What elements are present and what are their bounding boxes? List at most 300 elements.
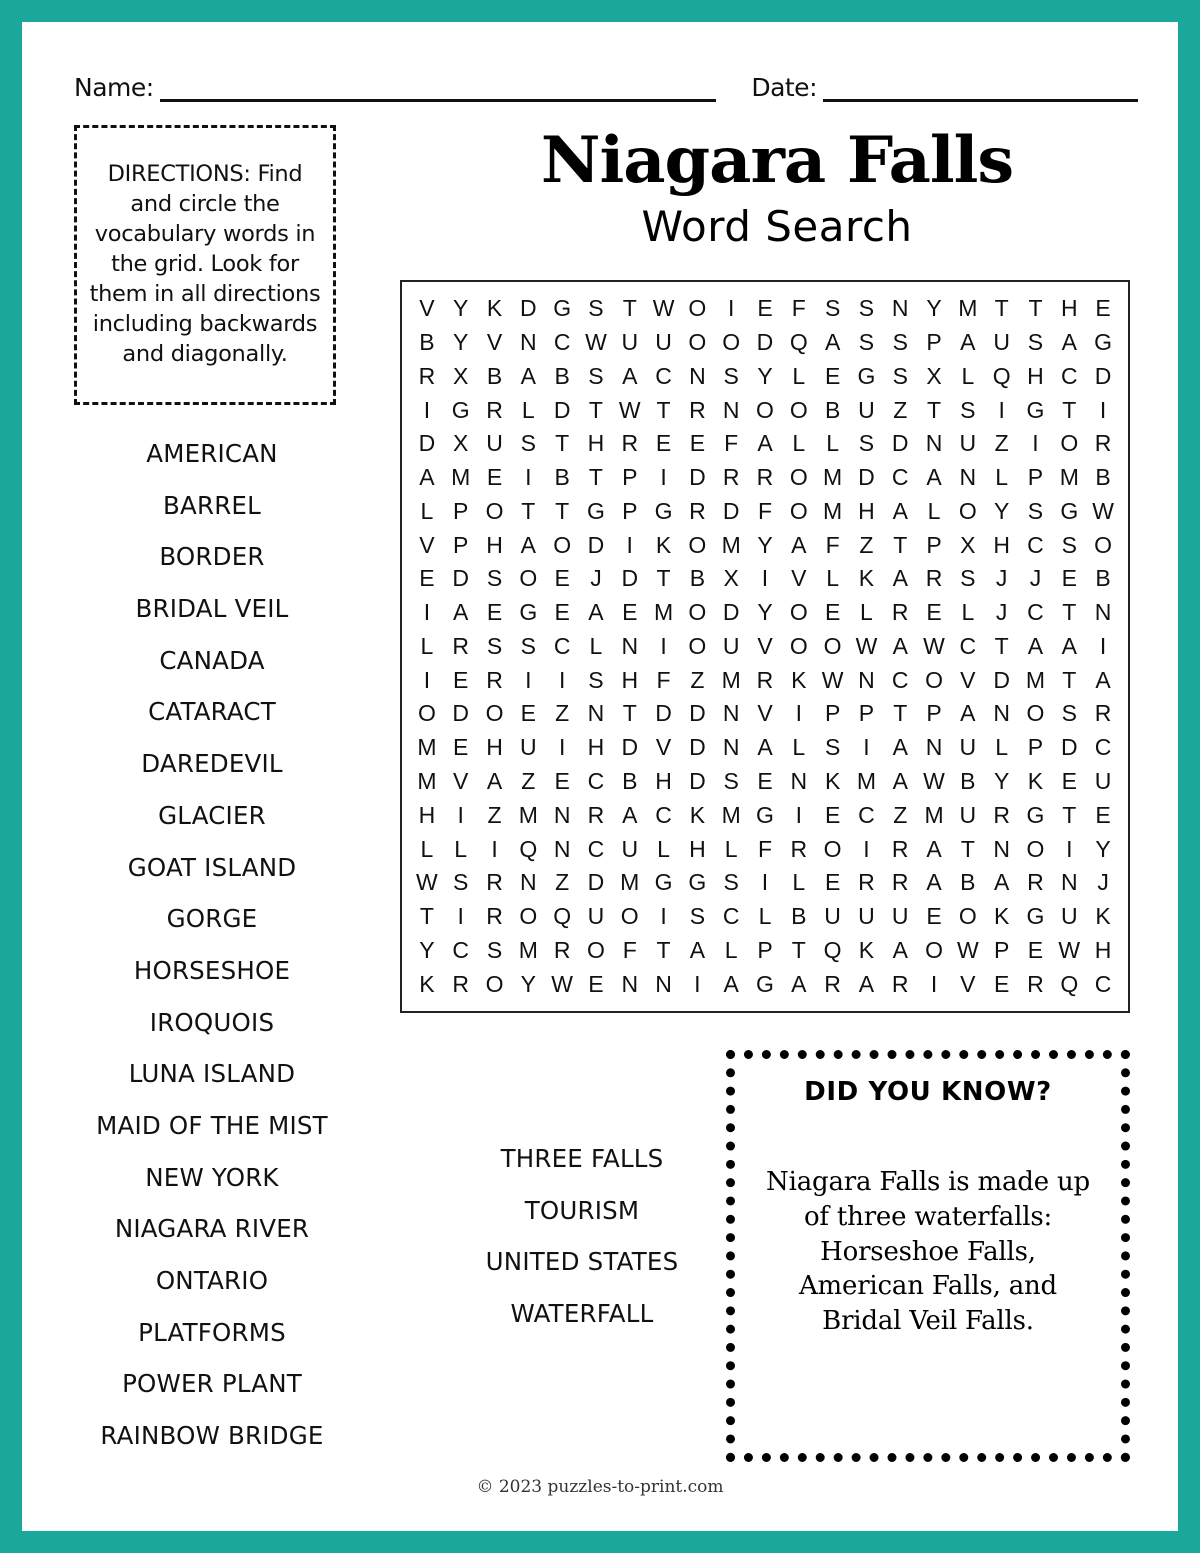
grid-cell[interactable]: H bbox=[689, 835, 706, 862]
grid-cell[interactable]: F bbox=[825, 531, 840, 558]
grid-cell[interactable]: X bbox=[960, 531, 976, 558]
grid-cell[interactable]: A bbox=[824, 329, 841, 356]
grid-cell[interactable]: L bbox=[454, 835, 468, 862]
grid-cell[interactable]: X bbox=[453, 430, 469, 457]
grid-cell[interactable]: A bbox=[757, 734, 773, 761]
grid-cell[interactable]: N bbox=[722, 700, 740, 727]
grid-cell[interactable]: A bbox=[892, 632, 908, 659]
grid-cell[interactable]: P bbox=[926, 329, 942, 356]
grid-cell[interactable]: G bbox=[1026, 903, 1045, 930]
grid-cell[interactable]: V bbox=[757, 632, 773, 659]
grid-cell[interactable]: V bbox=[419, 531, 435, 558]
grid-cell[interactable]: E bbox=[453, 666, 469, 693]
grid-cell[interactable]: P bbox=[926, 531, 942, 558]
grid-cell[interactable]: A bbox=[453, 599, 469, 626]
grid-cell[interactable]: F bbox=[622, 936, 637, 963]
grid-cell[interactable]: E bbox=[520, 700, 536, 727]
grid-cell[interactable]: U bbox=[959, 734, 977, 761]
grid-cell[interactable]: P bbox=[926, 700, 942, 727]
grid-cell[interactable]: T bbox=[994, 632, 1009, 659]
grid-cell[interactable]: L bbox=[792, 362, 806, 389]
grid-cell[interactable]: A bbox=[926, 835, 942, 862]
name-write-line[interactable] bbox=[160, 99, 716, 102]
grid-cell[interactable]: R bbox=[486, 396, 503, 423]
word-list-item[interactable]: NEW YORK bbox=[145, 1162, 279, 1192]
grid-cell[interactable]: M bbox=[721, 531, 741, 558]
grid-cell[interactable]: Y bbox=[757, 531, 773, 558]
grid-cell[interactable]: I bbox=[1099, 632, 1107, 659]
grid-cell[interactable]: O bbox=[789, 497, 808, 524]
grid-cell[interactable]: R bbox=[486, 903, 503, 930]
grid-cell[interactable]: D bbox=[891, 430, 909, 457]
grid-cell[interactable]: H bbox=[655, 768, 672, 795]
grid-cell[interactable]: O bbox=[789, 632, 808, 659]
grid-cell[interactable]: N bbox=[722, 734, 740, 761]
grid-cell[interactable]: B bbox=[689, 565, 706, 592]
grid-cell[interactable]: H bbox=[621, 666, 639, 693]
grid-cell[interactable]: L bbox=[724, 936, 738, 963]
word-list-item[interactable]: ONTARIO bbox=[155, 1266, 269, 1295]
grid-cell[interactable]: I bbox=[727, 295, 735, 322]
grid-cell[interactable]: I bbox=[558, 666, 566, 693]
grid-cell[interactable]: R bbox=[756, 464, 774, 491]
grid-cell[interactable]: L bbox=[420, 497, 434, 524]
grid-cell[interactable]: O bbox=[519, 903, 538, 930]
grid-cell[interactable]: H bbox=[1094, 936, 1112, 963]
grid-cell[interactable]: H bbox=[486, 531, 503, 558]
grid-cell[interactable]: T bbox=[555, 497, 570, 524]
grid-cell[interactable]: L bbox=[826, 565, 839, 592]
grid-cell[interactable]: B bbox=[419, 329, 435, 356]
grid-cell[interactable]: N bbox=[891, 295, 909, 322]
word-list-item[interactable]: POWER PLANT bbox=[122, 1369, 302, 1399]
grid-cell[interactable]: C bbox=[959, 632, 977, 659]
grid-cell[interactable]: I bbox=[558, 734, 566, 761]
grid-cell[interactable]: N bbox=[1060, 869, 1078, 896]
grid-cell[interactable]: S bbox=[858, 329, 875, 356]
grid-cell[interactable]: I bbox=[863, 835, 870, 862]
grid-cell[interactable]: T bbox=[927, 396, 942, 423]
grid-cell[interactable]: J bbox=[590, 565, 602, 592]
grid-cell[interactable]: Y bbox=[1095, 835, 1111, 862]
grid-cell[interactable]: R bbox=[756, 666, 774, 693]
grid-cell[interactable]: S bbox=[1027, 497, 1044, 524]
grid-cell[interactable]: D bbox=[587, 869, 605, 896]
grid-cell[interactable]: T bbox=[960, 835, 975, 862]
grid-cell[interactable]: T bbox=[521, 497, 536, 524]
grid-cell[interactable]: I bbox=[491, 835, 498, 862]
grid-cell[interactable]: L bbox=[420, 835, 434, 862]
grid-cell[interactable]: W bbox=[551, 970, 573, 997]
grid-cell[interactable]: O bbox=[1026, 700, 1045, 727]
grid-cell[interactable]: T bbox=[588, 396, 603, 423]
word-list-item[interactable]: IROQUOIS bbox=[149, 1007, 275, 1037]
grid-cell[interactable]: N bbox=[621, 970, 639, 997]
grid-cell[interactable]: D bbox=[1060, 734, 1078, 761]
grid-cell[interactable]: A bbox=[757, 430, 773, 457]
grid-cell[interactable]: W bbox=[652, 295, 675, 322]
grid-cell[interactable]: B bbox=[824, 396, 841, 423]
grid-cell[interactable]: P bbox=[1027, 464, 1044, 491]
grid-cell[interactable]: L bbox=[927, 497, 941, 524]
grid-cell[interactable]: R bbox=[1027, 970, 1044, 997]
grid-cell[interactable]: E bbox=[655, 430, 672, 457]
grid-cell[interactable]: C bbox=[655, 801, 672, 828]
grid-cell[interactable]: C bbox=[587, 835, 605, 862]
grid-cell[interactable]: E bbox=[419, 565, 435, 592]
grid-cell[interactable]: V bbox=[655, 734, 672, 761]
grid-cell[interactable]: C bbox=[858, 801, 875, 828]
grid-cell[interactable]: T bbox=[1062, 666, 1077, 693]
word-list-item[interactable]: GOAT ISLAND bbox=[127, 852, 297, 882]
word-list-item[interactable]: MAID OF THE MIST bbox=[96, 1110, 328, 1140]
grid-cell[interactable]: O bbox=[789, 599, 808, 626]
grid-cell[interactable]: T bbox=[893, 700, 908, 727]
grid-cell[interactable]: E bbox=[554, 565, 570, 592]
grid-cell[interactable]: Y bbox=[993, 497, 1010, 524]
grid-cell[interactable]: E bbox=[453, 734, 469, 761]
grid-cell[interactable]: I bbox=[1032, 430, 1039, 457]
grid-cell[interactable]: E bbox=[486, 464, 503, 491]
grid-cell[interactable]: K bbox=[1095, 903, 1111, 930]
grid-cell[interactable]: N bbox=[520, 869, 537, 896]
grid-cell[interactable]: L bbox=[521, 396, 535, 423]
grid-cell[interactable]: A bbox=[1061, 632, 1077, 659]
word-list-item[interactable]: WATERFALL bbox=[510, 1299, 654, 1329]
grid-cell[interactable]: W bbox=[618, 396, 641, 423]
grid-cell[interactable]: N bbox=[1094, 599, 1112, 626]
grid-cell[interactable]: C bbox=[452, 936, 470, 963]
grid-cell[interactable]: E bbox=[757, 768, 773, 795]
grid-cell[interactable]: D bbox=[587, 531, 605, 558]
grid-cell[interactable]: D bbox=[689, 464, 706, 491]
grid-cell[interactable]: K bbox=[824, 768, 841, 795]
grid-cell[interactable]: M bbox=[1059, 464, 1079, 491]
grid-cell[interactable]: N bbox=[925, 430, 943, 457]
grid-cell[interactable]: J bbox=[1097, 869, 1109, 896]
grid-cell[interactable]: S bbox=[723, 768, 739, 795]
grid-cell[interactable]: E bbox=[1061, 565, 1077, 592]
grid-cell[interactable]: O bbox=[620, 903, 639, 930]
grid-cell[interactable]: A bbox=[960, 700, 976, 727]
grid-cell[interactable]: Y bbox=[453, 329, 469, 356]
grid-cell[interactable]: N bbox=[655, 970, 672, 997]
grid-cell[interactable]: R bbox=[891, 869, 909, 896]
grid-cell[interactable]: H bbox=[486, 734, 503, 761]
grid-cell[interactable]: D bbox=[452, 565, 470, 592]
grid-cell[interactable]: M bbox=[451, 464, 471, 491]
grid-cell[interactable]: I bbox=[761, 869, 769, 896]
grid-cell[interactable]: D bbox=[621, 565, 639, 592]
grid-cell[interactable]: O bbox=[688, 531, 707, 558]
grid-cell[interactable]: R bbox=[486, 869, 503, 896]
grid-cell[interactable]: O bbox=[925, 936, 943, 963]
grid-cell[interactable]: W bbox=[416, 869, 438, 896]
grid-cell[interactable]: G bbox=[1026, 396, 1045, 423]
grid-cell[interactable]: O bbox=[688, 329, 707, 356]
grid-cell[interactable]: C bbox=[722, 903, 740, 930]
grid-cell[interactable]: D bbox=[655, 700, 672, 727]
grid-cell[interactable]: A bbox=[791, 970, 807, 997]
grid-cell[interactable]: A bbox=[1027, 632, 1044, 659]
grid-cell[interactable]: Z bbox=[893, 801, 908, 828]
grid-cell[interactable]: K bbox=[419, 970, 435, 997]
grid-cell[interactable]: W bbox=[923, 632, 945, 659]
grid-cell[interactable]: T bbox=[994, 295, 1009, 322]
grid-cell[interactable]: A bbox=[1095, 666, 1111, 693]
grid-cell[interactable]: E bbox=[824, 869, 841, 896]
grid-cell[interactable]: N bbox=[689, 362, 706, 389]
date-write-line[interactable] bbox=[823, 99, 1138, 102]
grid-cell[interactable]: S bbox=[453, 869, 469, 896]
grid-cell[interactable]: B bbox=[1095, 565, 1111, 592]
grid-cell[interactable]: A bbox=[689, 936, 706, 963]
word-list-item[interactable]: CANADA bbox=[159, 645, 265, 675]
word-list-item[interactable]: PLATFORMS bbox=[138, 1317, 286, 1347]
grid-cell[interactable]: I bbox=[660, 903, 667, 930]
grid-cell[interactable]: U bbox=[520, 734, 537, 761]
grid-cell[interactable]: H bbox=[418, 801, 436, 828]
grid-cell[interactable]: R bbox=[858, 869, 875, 896]
grid-cell[interactable]: A bbox=[993, 869, 1010, 896]
grid-cell[interactable]: G bbox=[654, 869, 673, 896]
grid-cell[interactable]: E bbox=[1061, 768, 1077, 795]
grid-cell[interactable]: N bbox=[959, 464, 977, 491]
grid-cell[interactable]: S bbox=[824, 295, 841, 322]
grid-cell[interactable]: W bbox=[956, 936, 979, 963]
grid-cell[interactable]: K bbox=[858, 565, 875, 592]
grid-cell[interactable]: O bbox=[485, 497, 504, 524]
grid-cell[interactable]: T bbox=[1062, 396, 1077, 423]
grid-cell[interactable]: A bbox=[926, 869, 942, 896]
grid-cell[interactable]: M bbox=[620, 869, 640, 896]
word-list-item[interactable]: GORGE bbox=[166, 904, 258, 934]
grid-cell[interactable]: P bbox=[757, 936, 773, 963]
grid-cell[interactable]: A bbox=[892, 768, 908, 795]
grid-cell[interactable]: M bbox=[1025, 666, 1046, 693]
grid-cell[interactable]: S bbox=[892, 362, 908, 389]
grid-cell[interactable]: O bbox=[1026, 835, 1045, 862]
grid-cell[interactable]: R bbox=[1094, 430, 1112, 457]
grid-cell[interactable]: S bbox=[588, 295, 604, 322]
grid-cell[interactable]: Q bbox=[1060, 970, 1079, 997]
grid-cell[interactable]: A bbox=[520, 362, 536, 389]
grid-cell[interactable]: O bbox=[958, 903, 977, 930]
grid-cell[interactable]: M bbox=[417, 734, 437, 761]
grid-cell[interactable]: C bbox=[1027, 531, 1044, 558]
grid-cell[interactable]: O bbox=[688, 295, 707, 322]
word-list-item[interactable]: BORDER bbox=[159, 542, 265, 572]
grid-cell[interactable]: G bbox=[451, 396, 470, 423]
grid-cell[interactable]: T bbox=[1062, 801, 1077, 828]
grid-cell[interactable]: V bbox=[960, 666, 976, 693]
grid-cell[interactable]: I bbox=[457, 903, 464, 930]
grid-cell[interactable]: D bbox=[689, 768, 706, 795]
grid-cell[interactable]: K bbox=[993, 903, 1010, 930]
word-list-item[interactable]: DAREDEVIL bbox=[141, 749, 283, 779]
grid-cell[interactable]: T bbox=[622, 700, 637, 727]
grid-cell[interactable]: V bbox=[486, 329, 503, 356]
grid-cell[interactable]: L bbox=[792, 734, 806, 761]
grid-cell[interactable]: U bbox=[587, 903, 605, 930]
grid-cell[interactable]: R bbox=[418, 362, 436, 389]
grid-cell[interactable]: T bbox=[656, 936, 671, 963]
grid-cell[interactable]: X bbox=[926, 362, 942, 389]
grid-cell[interactable]: B bbox=[1095, 464, 1111, 491]
grid-cell[interactable]: U bbox=[1094, 768, 1112, 795]
word-list-item[interactable]: BARREL bbox=[163, 490, 261, 520]
grid-cell[interactable]: L bbox=[758, 903, 772, 930]
grid-cell[interactable]: L bbox=[657, 835, 670, 862]
grid-cell[interactable]: M bbox=[924, 801, 944, 828]
grid-cell[interactable]: G bbox=[654, 497, 673, 524]
grid-cell[interactable]: N bbox=[925, 734, 943, 761]
grid-cell[interactable]: V bbox=[453, 768, 469, 795]
grid-cell[interactable]: Q bbox=[789, 329, 808, 356]
grid-cell[interactable]: M bbox=[518, 936, 538, 963]
grid-cell[interactable]: O bbox=[485, 700, 504, 727]
grid-cell[interactable]: J bbox=[995, 599, 1008, 626]
grid-cell[interactable]: C bbox=[1060, 362, 1078, 389]
grid-cell[interactable]: O bbox=[722, 329, 741, 356]
grid-cell[interactable]: E bbox=[689, 430, 706, 457]
grid-cell[interactable]: G bbox=[857, 362, 876, 389]
grid-cell[interactable]: K bbox=[689, 801, 706, 828]
grid-cell[interactable]: R bbox=[722, 464, 740, 491]
grid-cell[interactable]: C bbox=[553, 329, 571, 356]
grid-cell[interactable]: F bbox=[724, 430, 739, 457]
grid-cell[interactable]: H bbox=[1027, 362, 1044, 389]
grid-cell[interactable]: S bbox=[723, 362, 739, 389]
grid-cell[interactable]: C bbox=[587, 768, 605, 795]
grid-cell[interactable]: L bbox=[995, 464, 1009, 491]
grid-cell[interactable]: M bbox=[721, 666, 741, 693]
grid-cell[interactable]: X bbox=[453, 362, 469, 389]
grid-cell[interactable]: R bbox=[486, 666, 503, 693]
grid-cell[interactable]: P bbox=[993, 936, 1010, 963]
grid-cell[interactable]: S bbox=[858, 430, 875, 457]
grid-cell[interactable]: Q bbox=[519, 835, 538, 862]
grid-cell[interactable]: U bbox=[824, 903, 841, 930]
grid-cell[interactable]: O bbox=[1094, 531, 1113, 558]
grid-cell[interactable]: Z bbox=[690, 666, 705, 693]
grid-cell[interactable]: R bbox=[587, 801, 605, 828]
grid-cell[interactable]: T bbox=[656, 396, 671, 423]
grid-cell[interactable]: G bbox=[1094, 329, 1113, 356]
grid-cell[interactable]: I bbox=[795, 700, 802, 727]
grid-cell[interactable]: I bbox=[930, 970, 938, 997]
grid-cell[interactable]: I bbox=[1066, 835, 1073, 862]
word-list-item[interactable]: CATARACT bbox=[148, 697, 276, 727]
grid-cell[interactable]: I bbox=[1099, 396, 1107, 423]
grid-cell[interactable]: N bbox=[993, 700, 1010, 727]
grid-cell[interactable]: O bbox=[553, 531, 572, 558]
grid-cell[interactable]: G bbox=[519, 599, 538, 626]
grid-cell[interactable]: O bbox=[789, 396, 808, 423]
grid-cell[interactable]: E bbox=[926, 599, 942, 626]
grid-cell[interactable]: C bbox=[553, 632, 571, 659]
grid-cell[interactable]: S bbox=[588, 362, 604, 389]
grid-cell[interactable]: T bbox=[588, 464, 603, 491]
grid-cell[interactable]: I bbox=[457, 801, 464, 828]
grid-cell[interactable]: Y bbox=[419, 936, 435, 963]
grid-cell[interactable]: U bbox=[1060, 903, 1078, 930]
grid-cell[interactable]: R bbox=[891, 599, 909, 626]
grid-cell[interactable]: S bbox=[858, 295, 875, 322]
grid-cell[interactable]: S bbox=[588, 666, 604, 693]
grid-cell[interactable]: I bbox=[423, 666, 431, 693]
grid-cell[interactable]: Z bbox=[893, 396, 908, 423]
grid-cell[interactable]: P bbox=[1027, 734, 1044, 761]
grid-cell[interactable]: D bbox=[418, 430, 436, 457]
grid-cell[interactable]: L bbox=[792, 430, 806, 457]
grid-cell[interactable]: B bbox=[960, 869, 976, 896]
grid-cell[interactable]: C bbox=[1027, 599, 1044, 626]
grid-cell[interactable]: U bbox=[486, 430, 503, 457]
grid-cell[interactable]: S bbox=[723, 869, 739, 896]
grid-cell[interactable]: F bbox=[791, 295, 806, 322]
grid-cell[interactable]: D bbox=[689, 734, 706, 761]
grid-cell[interactable]: C bbox=[1094, 734, 1112, 761]
grid-cell[interactable]: W bbox=[1058, 936, 1081, 963]
grid-cell[interactable]: I bbox=[761, 565, 769, 592]
grid-cell[interactable]: K bbox=[858, 936, 875, 963]
grid-cell[interactable]: H bbox=[993, 531, 1010, 558]
grid-cell[interactable]: Z bbox=[994, 430, 1009, 457]
grid-cell[interactable]: N bbox=[587, 700, 605, 727]
grid-cell[interactable]: A bbox=[960, 329, 976, 356]
grid-cell[interactable]: S bbox=[520, 632, 536, 659]
grid-cell[interactable]: U bbox=[621, 835, 639, 862]
grid-cell[interactable]: S bbox=[824, 734, 841, 761]
grid-cell[interactable]: H bbox=[587, 430, 605, 457]
grid-cell[interactable]: G bbox=[688, 869, 707, 896]
grid-cell[interactable]: B bbox=[960, 768, 976, 795]
grid-cell[interactable]: R bbox=[824, 970, 841, 997]
grid-cell[interactable]: F bbox=[757, 835, 773, 862]
grid-cell[interactable]: A bbox=[926, 464, 942, 491]
grid-cell[interactable]: A bbox=[486, 768, 503, 795]
grid-cell[interactable]: A bbox=[622, 362, 638, 389]
word-list-item[interactable]: THREE FALLS bbox=[500, 1144, 664, 1173]
grid-cell[interactable]: G bbox=[1026, 801, 1045, 828]
grid-cell[interactable]: G bbox=[553, 295, 572, 322]
grid-cell[interactable]: N bbox=[520, 329, 537, 356]
grid-cell[interactable]: L bbox=[792, 869, 806, 896]
grid-cell[interactable]: I bbox=[423, 599, 431, 626]
grid-cell[interactable]: J bbox=[995, 565, 1008, 592]
grid-cell[interactable]: E bbox=[622, 599, 638, 626]
grid-cell[interactable]: C bbox=[655, 362, 672, 389]
grid-cell[interactable]: S bbox=[1061, 700, 1077, 727]
word-search-grid[interactable] bbox=[400, 280, 1130, 1013]
grid-cell[interactable]: Q bbox=[992, 362, 1011, 389]
grid-cell[interactable]: E bbox=[554, 599, 570, 626]
grid-cell[interactable]: M bbox=[417, 768, 437, 795]
grid-cell[interactable]: A bbox=[622, 801, 638, 828]
grid-cell[interactable]: T bbox=[1028, 295, 1043, 322]
grid-cell[interactable]: N bbox=[722, 396, 740, 423]
grid-cell[interactable]: D bbox=[722, 497, 740, 524]
grid-cell[interactable]: U bbox=[993, 329, 1010, 356]
grid-cell[interactable]: E bbox=[824, 801, 841, 828]
grid-cell[interactable]: Y bbox=[757, 599, 773, 626]
grid-cells[interactable] bbox=[410, 292, 1120, 1001]
grid-cell[interactable]: V bbox=[757, 700, 773, 727]
grid-cell[interactable]: E bbox=[588, 970, 604, 997]
grid-cell[interactable]: L bbox=[589, 632, 603, 659]
grid-cell[interactable]: E bbox=[926, 903, 942, 930]
